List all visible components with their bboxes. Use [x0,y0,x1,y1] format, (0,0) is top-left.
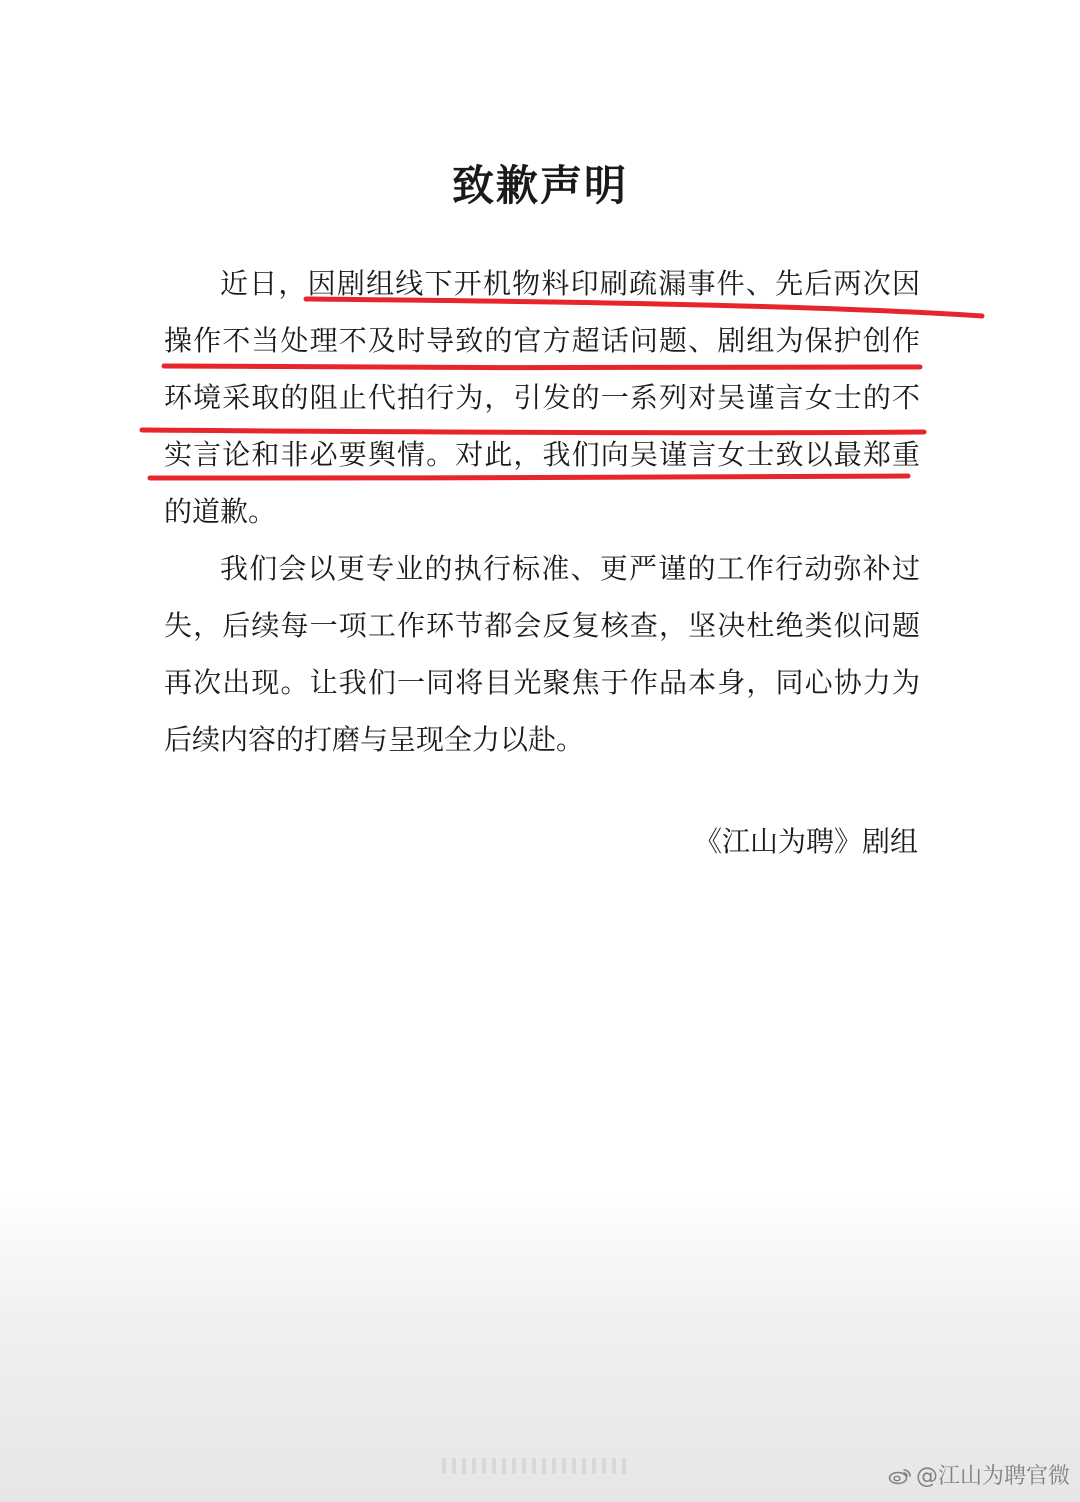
underline-stroke-2 [164,366,920,368]
paragraph-1-line-3: 环境采取的阻止代拍行为，引发的一系列对吴谨言女士的不 [164,381,920,414]
scroll-indicator-bars [440,1456,640,1476]
weibo-icon [888,1467,912,1485]
paragraph-1-line-5: 的道歉。 [164,495,277,528]
watermark-text: @江山为聘官微 [915,1464,1070,1489]
paragraph-1-line-2: 操作不当处理不及时导致的官方超话问题、剧组为保护创作 [164,324,920,357]
signature: 《江山为聘》剧组 [693,825,918,858]
document-title: 致歉声明 [451,161,628,210]
weibo-watermark [888,1464,1070,1490]
paragraph-2-line-4: 后续内容的打磨与呈现全力以赴。 [164,723,585,756]
underline-stroke-4 [150,476,908,478]
underline-stroke-3 [142,430,924,433]
paragraph-2-line-3: 再次出现。让我们一同将目光聚焦于作品本身，同心协力为 [164,666,920,699]
paragraph-1-line-4: 实言论和非必要舆情。对此，我们向吴谨言女士致以最郑重 [164,438,920,471]
paragraph-1-line-1: 近日，因剧组线下开机物料印刷疏漏事件、先后两次因 [220,267,920,300]
paragraph-2-line-1: 我们会以更专业的执行标准、更严谨的工作行动弥补过 [220,552,920,585]
paragraph-2-line-2: 失，后续每一项工作环节都会反复核查，坚决杜绝类似问题 [164,609,920,642]
